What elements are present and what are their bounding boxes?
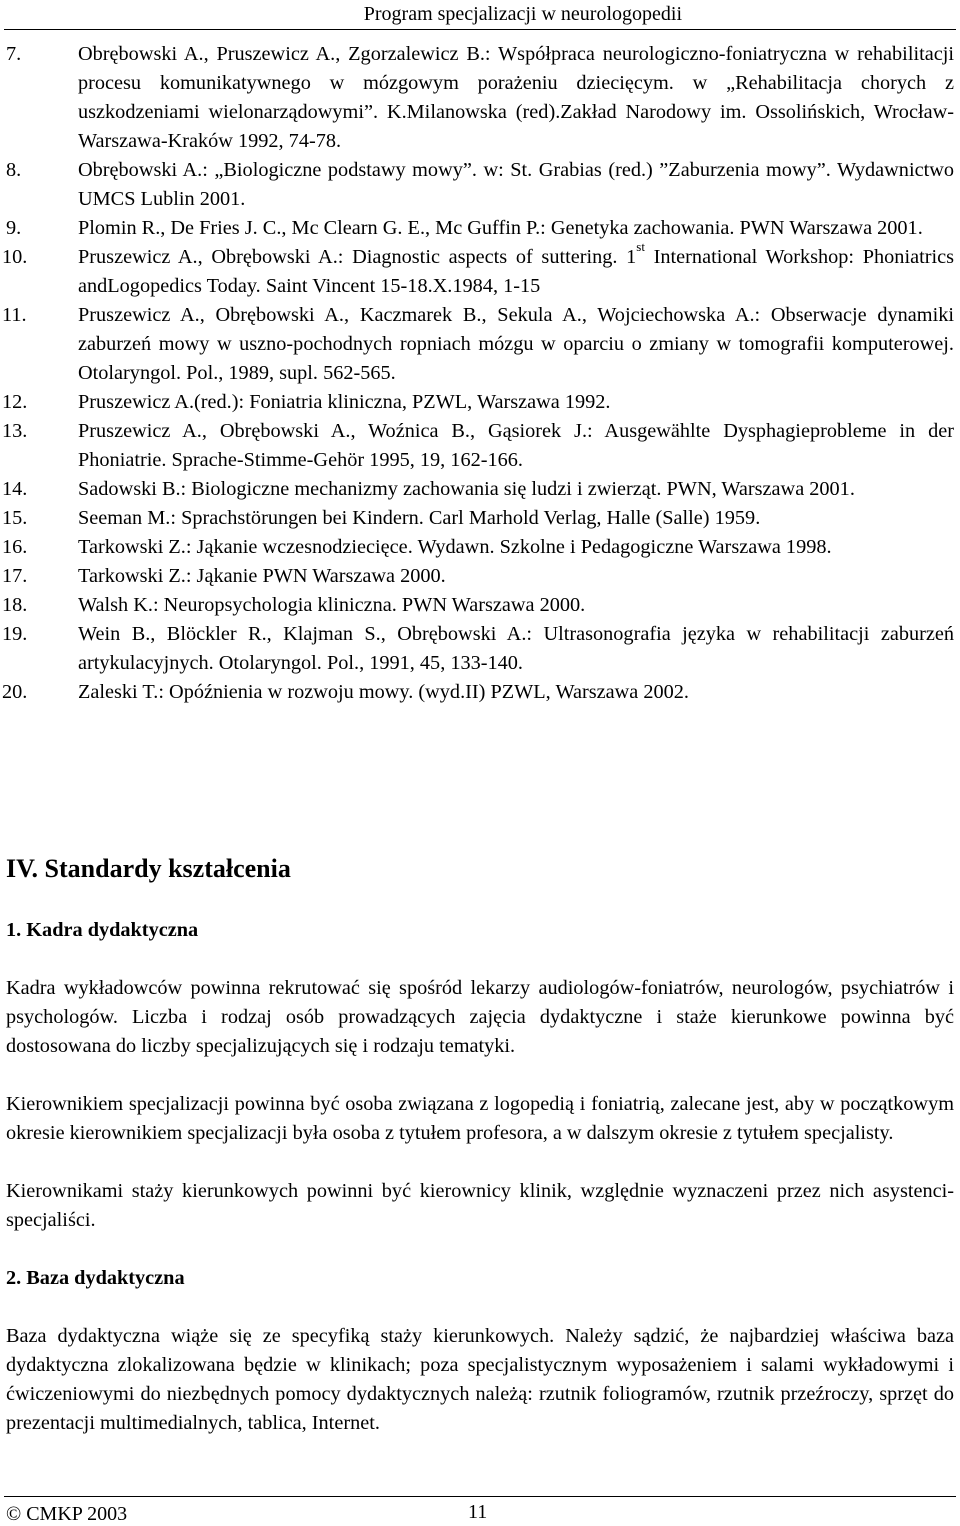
running-header: Program specjalizacji w neurologopedii [363,3,682,25]
reference-text: Obrębowski A., Pruszewicz A., Zgorzalewicz B.: Współpraca neurologiczno-foniatryczna w rehabilitacji procesu komunikatywnego w mózgowym porażeniu dziecięcym. w „Rehabilitacja chorych z uszkodzeniami wielonarządowymi”. K.Milanowska (red).Zakład Narodowy im. Ossolińskich, Wrocław-Warszawa-Kraków 1992, 74-78. [78,43,954,152]
reference-number: 14. [2,478,28,500]
reference-number: 15. [2,507,28,529]
reference-item [6,214,954,243]
reference-text: Pruszewicz A., Obrębowski A., Kaczmarek B., Sekula A., Wojciechowska A.: Obserwacje dynamiki zaburzeń mowy w uszno-pochodnych ropniach mózgu w oparciu o zmiany w tomografii komputerowej. Otolaryngol. Pol., 1989, supl. 562-565. [78,304,954,384]
reference-text: Tarkowski Z.: Jąkanie wczesnodziecięce. Wydawn. Szkolne i Pedagogiczne Warszawa 1998. [78,536,832,558]
reference-item [2,678,954,707]
reference-item [2,620,954,678]
reference-item [2,239,954,301]
subsection-title: 2. Baza dydaktyczna [6,1267,185,1289]
reference-text: Wein B., Blöckler R., Klajman S., Obrębowski A.: Ultrasonografia języka w rehabilitacji zaburzeń artykulacyjnych. Otolaryngol. Pol., 1991, 45, 133-140. [78,623,954,674]
reference-item [2,475,954,504]
reference-item [2,562,954,591]
reference-text: Walsh K.: Neuropsychologia kliniczna. PWN Warszawa 2000. [78,594,586,616]
subsection-title: 1. Kadra dydaktyczna [6,919,199,941]
paragraph: Baza dydaktyczna wiąże się ze specyfiką staży kierunkowych. Należy sądzić, że najbardziej właściwa baza dydaktyczna zlokalizowana będzie w klinikach; poza specjalistycznym wyposażeniem i salami wykładowymi i ćwiczeniowymi do niezbędnych pomocy dydaktycznych należą: rzutnik foliogramów, rzutnik przeźroczy, sprzęt do prezentacji multimedialnych, tablica, Internet. [6,1325,954,1434]
reference-number: 12. [2,391,28,413]
reference-number: 18. [2,594,28,616]
reference-text: Pruszewicz A.(red.): Foniatria kliniczna, PZWL, Warszawa 1992. [78,391,611,413]
reference-text-part: International Workshop: Phoniatrics andLogopedics Today. Saint Vincent 15-18.X.1984, 1-15 [78,246,954,297]
reference-text: Pruszewicz A., Obrębowski A., Woźnica B., Gąsiorek J.: Ausgewählte Dysphagieprobleme in der Phoniatrie. Sprache-Stimme-Gehör 1995, 19, 162-166. [78,420,954,471]
reference-number: 13. [2,420,28,442]
reference-item [2,417,954,475]
section-title: IV. Standardy kształcenia [6,854,291,883]
reference-item [6,156,954,214]
reference-number: 8. [6,159,22,181]
footer-copyright: © CMKP 2003 [6,1503,128,1525]
reference-number: 16. [2,536,28,558]
reference-text: Seeman M.: Sprachstörungen bei Kindern. Carl Marhold Verlag, Halle (Salle) 1959. [78,507,761,529]
footer-divider [4,1496,956,1497]
paragraph: Kierownikiem specjalizacji powinna być osoba związana z logopedią i foniatrią, zalecane jest, aby w początkowym okresie kierownikiem specjalizacji była osoba z tytułem profesora, a w dalszym okresie z tytułem specjalisty. [6,1093,954,1144]
reference-number: 20. [2,681,28,703]
reference-number: 7. [6,43,22,65]
reference-number: 10. [2,246,28,268]
reference-text-part: Pruszewicz A., Obrębowski A.: Diagnostic aspects of suttering. 1 [78,246,637,268]
reference-number: 17. [2,565,28,587]
paragraph: Kierownikami staży kierunkowych powinni być kierownicy klinik, względnie wyznaczeni przez nich asystenci-specjaliści. [6,1180,954,1231]
page-number: 11 [468,1501,488,1523]
reference-number: 19. [2,623,28,645]
reference-text [78,239,954,301]
reference-item [2,591,954,620]
reference-item [2,388,954,417]
reference-text: Tarkowski Z.: Jąkanie PWN Warszawa 2000. [78,565,446,587]
reference-text: Sadowski B.: Biologiczne mechanizmy zachowania się ludzi i zwierząt. PWN, Warszawa 2001. [78,478,855,500]
reference-text: Zaleski T.: Opóźnienia w rozwoju mowy. (wyd.II) PZWL, Warszawa 2002. [78,681,689,703]
reference-text: Obrębowski A.: „Biologiczne podstawy mowy”. w: St. Grabias (red.) ”Zaburzenia mowy”. Wydawnictwo UMCS Lublin 2001. [78,159,954,210]
reference-list [2,40,954,707]
reference-item [2,301,954,388]
reference-item [6,40,954,156]
reference-number: 11. [2,304,27,326]
reference-text: Plomin R., De Fries J. C., Mc Clearn G. E., Mc Guffin P.: Genetyka zachowania. PWN Warszawa 2001. [78,217,923,239]
header-divider [4,29,956,30]
paragraph: Kadra wykładowców powinna rekrutować się spośród lekarzy audiologów-foniatrów, neurologów, psychiatrów i psychologów. Liczba i rodzaj osób prowadzących zajęcia dydaktyczne i staże kierunkowe powinna być dostosowana do liczby specjalizujących się i rodzaju tematyki. [6,977,954,1057]
superscript: st [636,239,645,255]
reference-item [2,504,954,533]
reference-item [2,533,954,562]
reference-number: 9. [6,217,22,239]
